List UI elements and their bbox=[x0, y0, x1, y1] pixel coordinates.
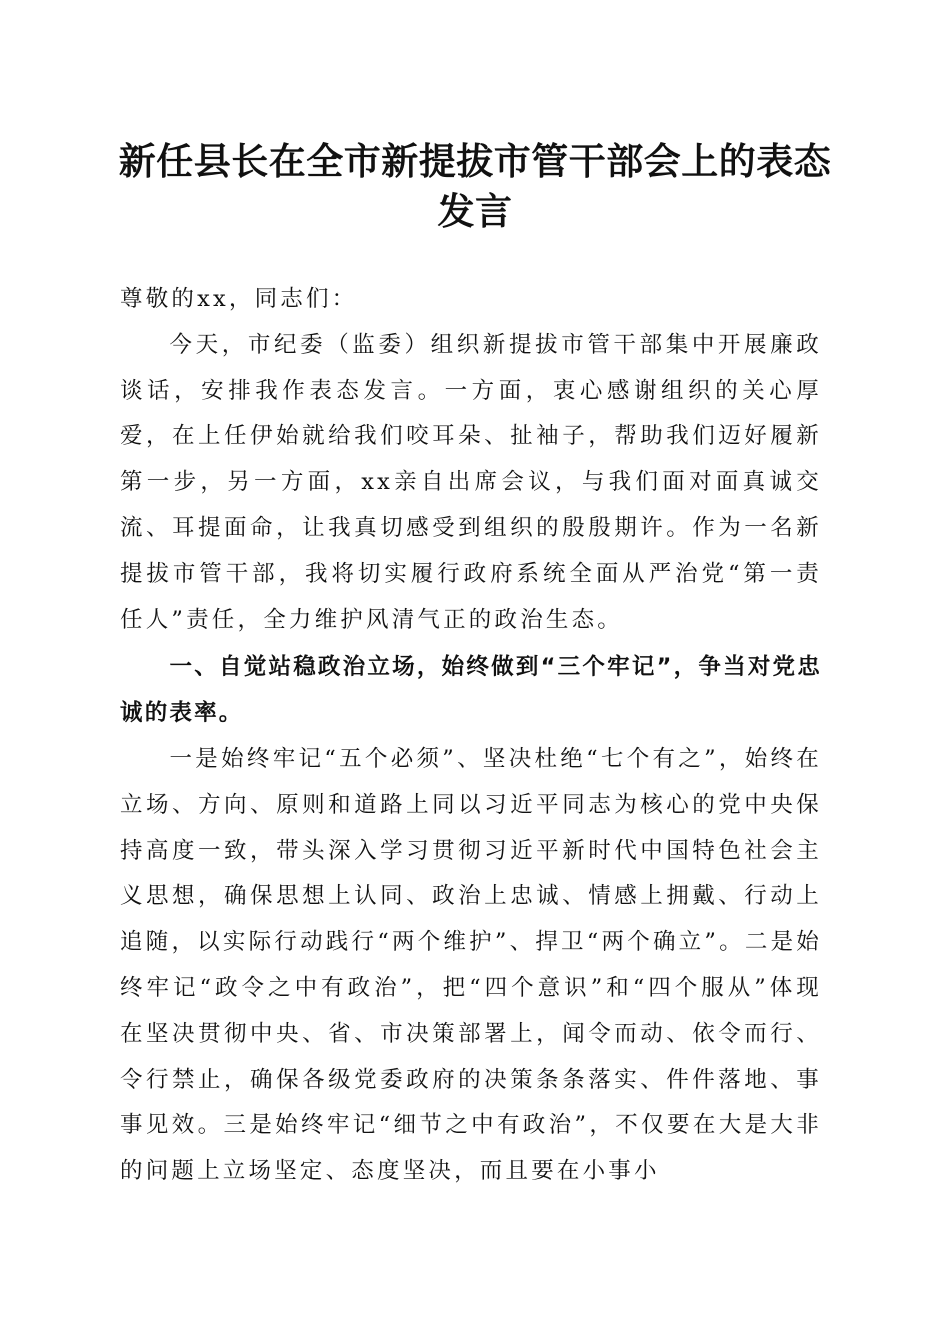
document-body bbox=[120, 277, 822, 1195]
section-paragraph: 一是始终牢记“五个必须”、坚决杜绝“七个有之”，始终在立场、方向、原则和道路上同以习近平同志为核心的党中央保持高度一致，带头深入学习贯彻习近平新时代中国特色社会主义思想，确保思想上认同、政治上忠诚、情感上拥戴、行动上追随，以实际行动践行“两个维护”、捍卫“两个确立”。二是始终牢记“政令之中有政治”，把“四个意识”和“四个服从”体现在坚决贯彻中央、省、市决策部署上，闻令而动、依令而行、令行禁止，确保各级党委政府的决策条条落实、件件落地、事事见效。三是始终牢记“细节之中有政治”，不仅要在大是大非的问题上立场坚定、态度坚决，而且要在小事小 bbox=[120, 745, 822, 1185]
document-title: 新任县长在全市新提拔市管干部会上的表态发言 bbox=[118, 139, 832, 233]
section-heading: 一、自觉站稳政治立场，始终做到“三个牢记”，争当对党忠诚的表率。 bbox=[120, 654, 822, 727]
salutation: 尊敬的xx，同志们： bbox=[120, 286, 358, 312]
intro-paragraph: 今天，市纪委（监委）组织新提拔市管干部集中开展廉政谈话，安排我作表态发言。一方面，衷心感谢组织的关心厚爱，在上任伊始就给我们咬耳朵、扯袖子，帮助我们迈好履新第一步，另一方面，xx亲自出席会议，与我们面对面真诚交流、耳提面命，让我真切感受到组织的殷殷期许。作为一名新提拔市管干部，我将切实履行政府系统全面从严治党“第一责任人”责任，全力维护风清气正的政治生态。 bbox=[120, 331, 822, 633]
